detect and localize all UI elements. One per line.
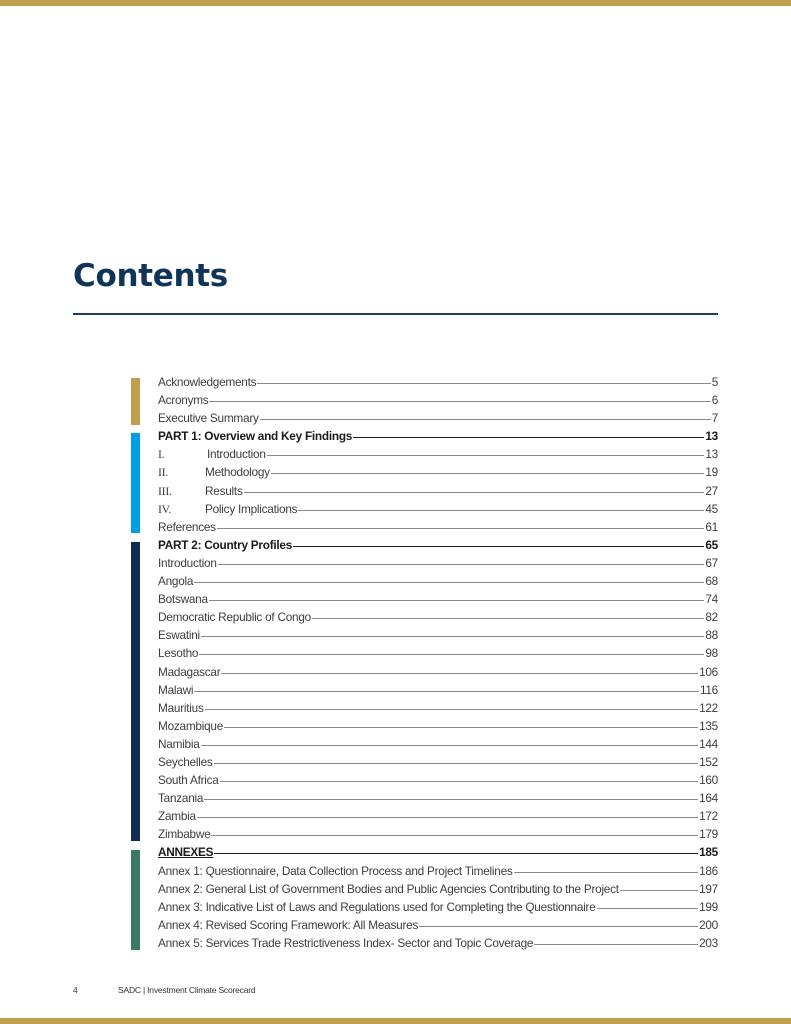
- toc-page-number: 61: [705, 519, 718, 534]
- toc-entry-label: Seychelles: [158, 754, 213, 769]
- dot-leader: [419, 926, 698, 927]
- toc-entry-label: Introduction: [158, 555, 217, 570]
- footer-running-title: SADC | Investment Climate Scorecard: [118, 985, 256, 995]
- toc-entry[interactable]: [158, 375, 718, 393]
- dot-leader: [620, 890, 698, 891]
- toc-page-number: 200: [699, 917, 718, 932]
- toc-page-number: 74: [705, 592, 718, 607]
- toc-page-number: 186: [699, 863, 718, 878]
- footer-page-number: 4: [73, 985, 78, 995]
- toc-page-number: 144: [699, 736, 718, 751]
- toc-section-heading[interactable]: [158, 845, 718, 863]
- toc-entry[interactable]: [158, 719, 718, 737]
- toc-page-number: 19: [705, 465, 718, 480]
- toc-page-number: 6: [711, 393, 718, 408]
- section-bar-part-1: [131, 433, 140, 533]
- toc-entry[interactable]: [158, 809, 718, 827]
- toc-page-number: 106: [699, 664, 718, 679]
- toc-entry-label: Zimbabwe: [158, 827, 211, 842]
- dot-leader: [353, 437, 704, 438]
- toc-entry-label: PART 2: Country Profiles: [158, 537, 293, 552]
- toc-entry-label: Namibia: [158, 736, 200, 751]
- section-bar-front-matter: [131, 378, 140, 425]
- toc-section-heading[interactable]: [158, 538, 718, 556]
- dot-leader: [220, 781, 698, 782]
- dot-leader: [534, 944, 698, 945]
- toc-entry-label: Tanzania: [158, 791, 204, 806]
- toc-entry-label: Acknowledgements: [158, 375, 257, 389]
- toc-entry-label: Results: [205, 483, 243, 498]
- dot-leader: [224, 727, 698, 728]
- toc-entry-numeral: IV.: [158, 501, 172, 516]
- toc-entry-label: Angola: [158, 574, 194, 589]
- toc-entry[interactable]: [158, 465, 718, 483]
- toc-entry[interactable]: [158, 484, 718, 502]
- dot-leader: [204, 799, 698, 800]
- toc-entry[interactable]: [158, 864, 718, 882]
- table-of-contents: [158, 375, 718, 954]
- toc-page-number: 197: [699, 881, 718, 896]
- toc-entry-label: Annex 4: Revised Scoring Framework: All Measures: [158, 917, 419, 932]
- top-gold-band: [0, 0, 791, 6]
- dot-leader: [201, 745, 699, 746]
- dot-leader: [194, 691, 699, 692]
- toc-entry-label: Botswana: [158, 592, 208, 607]
- toc-page-number: 7: [711, 411, 718, 426]
- section-bar-part-2: [131, 542, 140, 841]
- toc-entry-label: South Africa: [158, 773, 219, 788]
- toc-page-number: 160: [699, 773, 718, 788]
- toc-entry[interactable]: [158, 520, 718, 538]
- toc-page-number: 45: [705, 501, 718, 516]
- toc-page-number: 88: [705, 628, 718, 643]
- dot-leader: [257, 383, 710, 384]
- toc-page-number: 172: [699, 809, 718, 824]
- toc-page-number: 13: [705, 447, 718, 462]
- toc-section-heading[interactable]: [158, 429, 718, 447]
- dot-leader: [217, 528, 705, 529]
- toc-page-number: 82: [705, 610, 718, 625]
- dot-leader: [209, 401, 710, 402]
- toc-entry[interactable]: [158, 628, 718, 646]
- dot-leader: [293, 546, 704, 547]
- toc-page-number: 203: [699, 935, 718, 950]
- toc-entry-label: Methodology: [205, 465, 270, 480]
- title-divider: [73, 313, 718, 315]
- toc-page-number: 122: [699, 700, 718, 715]
- toc-page-number: 199: [699, 899, 718, 914]
- dot-leader: [201, 636, 704, 637]
- toc-entry-label: Acronyms: [158, 393, 209, 408]
- toc-entry[interactable]: [158, 827, 718, 845]
- dot-leader: [312, 618, 704, 619]
- dot-leader: [244, 492, 705, 493]
- toc-entry[interactable]: [158, 574, 718, 592]
- toc-entry-label: Introduction: [207, 447, 266, 462]
- bottom-gold-band: [0, 1018, 791, 1024]
- toc-entry-numeral: II.: [158, 465, 169, 480]
- toc-entry[interactable]: [158, 755, 718, 773]
- dot-leader: [271, 473, 705, 474]
- toc-entry[interactable]: [158, 773, 718, 791]
- toc-entry[interactable]: [158, 610, 718, 628]
- toc-entry[interactable]: [158, 411, 718, 429]
- toc-entry[interactable]: [158, 737, 718, 755]
- toc-entry[interactable]: [158, 882, 718, 900]
- toc-page-number: 68: [705, 574, 718, 589]
- toc-page-number: 13: [705, 429, 718, 444]
- dot-leader: [197, 817, 698, 818]
- toc-page-number: 179: [699, 827, 718, 842]
- toc-page-number: 5: [711, 375, 718, 389]
- toc-entry[interactable]: [158, 665, 718, 683]
- dot-leader: [214, 763, 699, 764]
- toc-entry[interactable]: [158, 502, 718, 520]
- toc-entry-label: PART 1: Overview and Key Findings: [158, 429, 353, 444]
- toc-entry-label: References: [158, 519, 216, 534]
- dot-leader: [199, 654, 704, 655]
- toc-entry-label: Eswatini: [158, 628, 200, 643]
- toc-entry[interactable]: [158, 683, 718, 701]
- dot-leader: [267, 455, 705, 456]
- toc-page-number: 67: [705, 555, 718, 570]
- toc-entry-label: Democratic Republic of Congo: [158, 610, 311, 625]
- toc-entry-label: Annex 1: Questionnaire, Data Collection Process and Project Timelines: [158, 863, 513, 878]
- toc-page-number: 65: [705, 537, 718, 552]
- toc-entry[interactable]: [158, 936, 718, 954]
- dot-leader: [514, 872, 699, 873]
- toc-entry-label: Madagascar: [158, 664, 221, 679]
- toc-page-number: 152: [699, 754, 718, 769]
- toc-entry-label: Annex 5: Services Trade Restrictiveness Index- Sector and Topic Coverage: [158, 935, 534, 950]
- toc-entry-label: Zambia: [158, 809, 196, 824]
- toc-entry-numeral: I.: [158, 447, 165, 462]
- toc-entry[interactable]: [158, 393, 718, 411]
- dot-leader: [205, 709, 698, 710]
- toc-entry-numeral: III.: [158, 483, 172, 498]
- toc-entry-label: Policy Implications: [205, 501, 298, 516]
- dot-leader: [221, 673, 698, 674]
- toc-entry[interactable]: [158, 918, 718, 936]
- toc-entry-label: Lesotho: [158, 646, 199, 661]
- page-title: Contents: [73, 258, 228, 294]
- toc-entry-label: Mozambique: [158, 718, 224, 733]
- toc-entry-label: Malawi: [158, 682, 194, 697]
- toc-entry-label: Annex 2: General List of Government Bodies and Public Agencies Contributing to the Project: [158, 881, 619, 896]
- toc-entry[interactable]: [158, 646, 718, 664]
- toc-entry[interactable]: [158, 556, 718, 574]
- dot-leader: [194, 582, 704, 583]
- toc-page-number: 164: [699, 791, 718, 806]
- toc-page-number: 27: [705, 483, 718, 498]
- toc-entry[interactable]: [158, 791, 718, 809]
- toc-page-number: 185: [699, 845, 718, 860]
- toc-entry[interactable]: [158, 447, 718, 465]
- dot-leader: [214, 853, 698, 854]
- toc-entry-label: Mauritius: [158, 700, 204, 715]
- section-bar-annexes: [131, 850, 140, 950]
- toc-page-number: 116: [699, 682, 718, 697]
- dot-leader: [211, 835, 698, 836]
- toc-entry[interactable]: [158, 900, 718, 918]
- toc-entry-label: ANNEXES: [158, 845, 214, 860]
- toc-entry-label: Annex 3: Indicative List of Laws and Regulations used for Completing the Questionnaire: [158, 899, 596, 914]
- dot-leader: [298, 510, 704, 511]
- toc-page-number: 135: [699, 718, 718, 733]
- toc-entry[interactable]: [158, 701, 718, 719]
- toc-entry[interactable]: [158, 592, 718, 610]
- dot-leader: [209, 600, 705, 601]
- toc-page-number: 98: [705, 646, 718, 661]
- toc-entry-label: Executive Summary: [158, 411, 259, 426]
- dot-leader: [218, 564, 705, 565]
- dot-leader: [597, 908, 699, 909]
- dot-leader: [260, 419, 711, 420]
